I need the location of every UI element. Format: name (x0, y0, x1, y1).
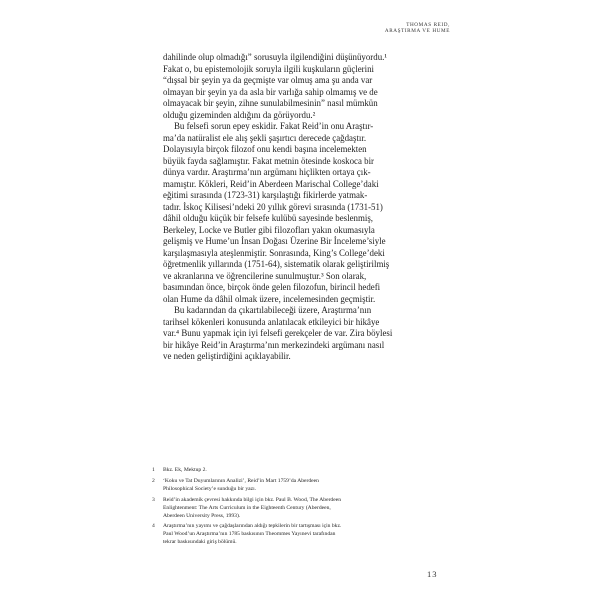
body-line: dahilinde olup olmadığı” sorusuyla ilgilendiğini düşünüyordu.¹ (163, 52, 388, 62)
body-line: gelişmiş ve Hume’un İnsan Doğası Üzerine Bir İnceleme’siyle (163, 236, 386, 246)
body-line: basımından önce, birçok önde gelen filozofun, birincil hedefi (163, 282, 381, 292)
running-head-author: THOMAS REID, (406, 22, 450, 28)
footnote-number: 3 (152, 496, 155, 503)
body-line: karşılaşmasıyla ateşlenmiştir. Sonrasında, King’s College’deki (163, 247, 385, 258)
body-line: öğretmenlik yıllarında (1751-64), sistematik olarak geliştirilmiş (163, 259, 390, 269)
footnotes (152, 467, 442, 547)
body-line: eğitimi sırasında (1723-31) karşılaştığı fikirlerde yatmak- (163, 190, 368, 200)
body-line: mamıştır. Kökleri, Reid’in Aberdeen Marischal College’daki (163, 178, 379, 189)
footnote-text: Enlightenment: The Arts Curriculum in the Eighteenth Century (Aberdeen, (163, 504, 331, 511)
footnote-text: Araştırma’nın yayımı ve çağdaşlarından aldığı tepkilerin bir tartışması için bkz. (163, 523, 342, 530)
body-line: Bu kadarından da çıkartılabileceği üzere, Araştırma’nın (174, 305, 372, 315)
footnote (152, 478, 442, 494)
body-line: Bu felsefi sorun epey eskidir. Fakat Reid’in onu Araştır- (174, 121, 374, 131)
body-line: Fakat o, bu epistemolojik soruyla ilgili kuşkuların güçlerini (163, 63, 374, 74)
body-line: dünya vardır. Araştırma’nın argümanı hiçlikten ortaya çık- (163, 167, 371, 177)
body-line: Berkeley, Locke ve Butler gibi filozofları yakın okumasıyla (163, 224, 375, 235)
footnote-number: 4 (152, 523, 155, 530)
footnote-text: Reid’in akademik çevresi hakkında bilgi için bkz. Paul B. Wood, The Aberdeen (163, 496, 341, 503)
body-line: bir hikâye Reid’in Araştırma’nın merkezindeki argümanı nasıl (163, 339, 385, 350)
body-line: var.⁴ Bunu yapmak için iyi felsefi gerekçeler de var. Zira böylesi (163, 328, 393, 338)
body-line: olduğu gizeminden aldığını da görüyordu.² (163, 109, 316, 120)
body-line: olmayan bir şeyin ya da asla bir varlığa sahip olmamış ve de (163, 86, 378, 97)
footnote-text: Philosophical Society’e sunduğu bir yazı. (163, 485, 257, 492)
footnote (152, 467, 442, 475)
footnote-text: tekrar baskısındaki giriş bölümü. (163, 539, 237, 546)
body-line: olan Hume da dâhil olmak üzere, incelemesinden geçmiştir. (163, 293, 376, 304)
body-line: tarihsel kökenleri konusunda anlatılacak etkileyici bir hikâye (163, 316, 380, 327)
body-line: dâhil olduğu küçük bir felsefe kulübü sayesinde beslenmiş, (163, 213, 373, 223)
body-line: ve akranlarına ve öğrencilerine sunulmuştur.³ Son olarak, (163, 270, 367, 281)
footnote (152, 523, 442, 547)
footnote-text: Paul Wood’un Araştırma’nın 1785 baskısının Theommes Yayınevi tarafından (163, 531, 336, 538)
body-line: ve neden geliştirdiğini açıklayabilir. (163, 351, 291, 361)
footnote (152, 497, 442, 521)
body-line: büyük fayda sağlamıştır. Fakat metnin ötesinde koskoca bir (163, 155, 374, 166)
footnote-text: Bkz. Ek, Mektup 2. (163, 467, 207, 473)
footnote-text: ‘Koku ve Tat Duyumlarının Analizi’, Reid’in Mart 1759’da Aberdeen (163, 477, 319, 484)
running-head (385, 22, 450, 35)
body-text (163, 52, 438, 363)
body-line: Dolayısıyla birçok filozof onu kendi başına incelemekten (163, 144, 367, 154)
footnote-number: 1 (152, 467, 155, 473)
footnote-number: 2 (152, 477, 155, 484)
body-line: olmayacak bir şeyin, zihne sunulabilmesinin” nasıl mümkün (163, 98, 378, 108)
running-head-title: ARAŞTIRMA VE HUME (384, 28, 450, 35)
page-number: 13 (427, 569, 438, 579)
body-line: tadır. İskoç Kilisesi’ndeki 20 yıllık görevi sırasında (1731-51) (163, 201, 383, 212)
body-line: ma’da natüralist ele alış şekli şaşırtıcı derecede çağdaştır. (163, 132, 367, 143)
body-line: “dışsal bir şeyin ya da geçmişte var olmuş ama şu anda var (163, 75, 373, 85)
footnote-text: Aberdeen University Press, 1993). (163, 512, 241, 519)
